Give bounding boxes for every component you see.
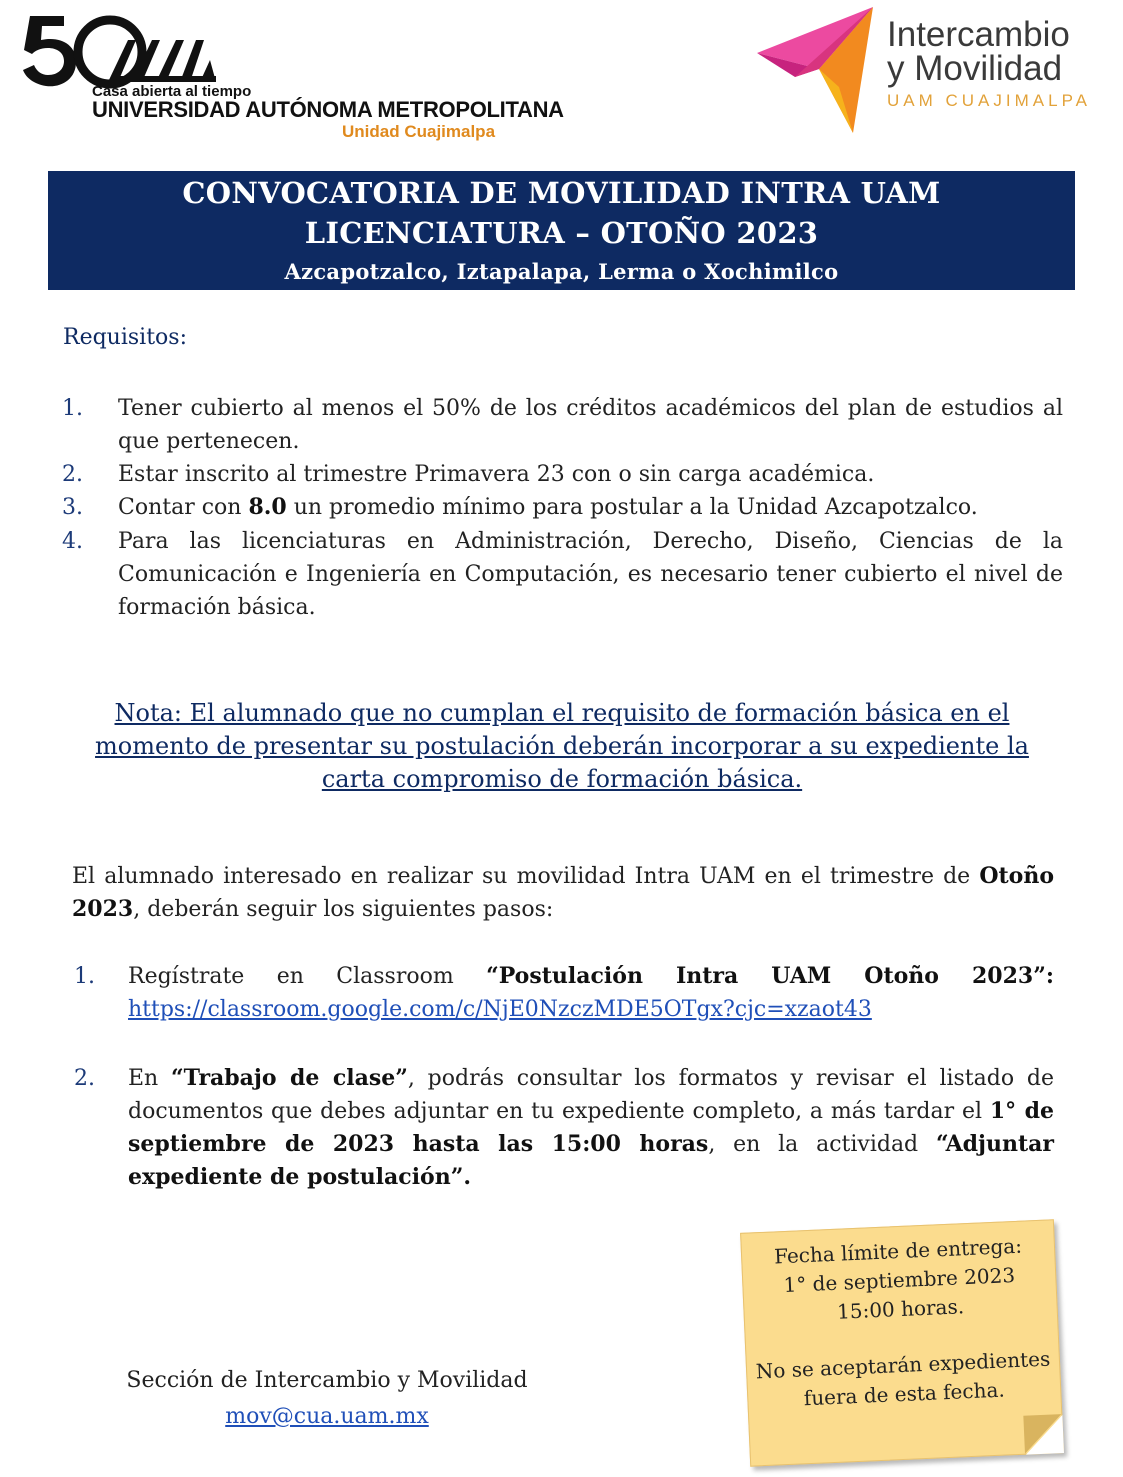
sticky-line-5: fuera de esta fecha. [803, 1377, 1006, 1411]
requisito-text: Tener cubierto al menos el 50% de los créditos académicos del plan de estudios al que pertenecen. [118, 396, 1063, 454]
im-logo-line3: UAM CUAJIMALPA [887, 91, 1091, 110]
banner-subtitle: LICENCIATURA – OTOÑO 2023 [304, 216, 819, 250]
deadline-sticky-note [740, 1219, 1062, 1464]
deadline-text: 1° de septiembre de 2023 hasta las 15:00 horas [128, 1098, 1054, 1157]
uam-tagline: Casa abierta al tiempo [92, 83, 252, 100]
footer-email-link[interactable]: mov@cua.uam.mx [225, 1404, 429, 1429]
intro-term: Otoño 2023 [72, 863, 1054, 922]
intro-text-post: , deberán seguir los siguientes pasos: [133, 897, 554, 922]
step-number: 2. [74, 1066, 95, 1091]
sticky-line-1: Fecha límite de entrega: [773, 1233, 1023, 1269]
step-text-mid1: , podrás consultar los formatos y revisar el listado de documentos que debes adjuntar en tu expediente completo, a más tardar el [128, 1066, 1054, 1124]
requisito-number: 1. [62, 396, 83, 421]
uam-logo [20, 10, 564, 142]
sticky-line-3: 15:00 horas. [836, 1294, 965, 1324]
requisito-min-average: 8.0 [248, 494, 287, 520]
banner-title: CONVOCATORIA DE MOVILIDAD INTRA UAM [182, 176, 941, 210]
im-logo-line2: y Movilidad [887, 49, 1063, 88]
step-text [128, 1062, 1054, 1194]
nota-text: Nota: El alumnado que no cumplan el requisito de formación básica en el momento de presentar su postulación deberán incorporar a su expediente la carta compromiso de formación básica. [95, 699, 1029, 793]
im-logo-line1: Intercambio [887, 15, 1070, 54]
requisito-text [118, 491, 1063, 524]
footer-section-name: Sección de Intercambio y Movilidad [126, 1368, 528, 1393]
step-text-mid2: , en la actividad [708, 1132, 936, 1157]
step-text [128, 960, 1054, 1026]
classroom-name: “Postulación Intra UAM Otoño 2023” [486, 963, 1046, 989]
intro-paragraph [72, 860, 1054, 926]
title-banner [48, 171, 1075, 290]
paper-plane-icon [755, 5, 883, 137]
intro-text-pre: El alumnado interesado en realizar su movilidad Intra UAM en el trimestre de [72, 864, 980, 889]
step-period: . [463, 1164, 472, 1190]
step-text-pre: Regístrate en Classroom [128, 964, 487, 989]
intercambio-movilidad-logo [755, 5, 1100, 140]
step-text-pre: En [128, 1066, 172, 1091]
requisito-number: 3. [62, 495, 83, 520]
requisito-text-pre: Contar con [118, 495, 249, 520]
requisito-text: Para las licenciaturas en Administración, Derecho, Diseño, Ciencias de la Comunicación e Ingeniería en Computación, es necesario tener cubierto el nivel de formación básica. [118, 529, 1063, 620]
trabajo-de-clase: “Trabajo de clase” [171, 1065, 408, 1091]
requisitos-heading: Requisitos: [63, 325, 187, 350]
sticky-line-4: No se aceptarán expedientes [755, 1346, 1051, 1384]
step-colon: : [1045, 963, 1054, 989]
classroom-link[interactable]: https://classroom.google.com/c/NjE0NzczMDE5OTgx?cjc=xzaot43 [128, 997, 872, 1022]
requisito-text-post: un promedio mínimo para postular a la Unidad Azcapotzalco. [286, 495, 978, 520]
uam-50-mark [20, 10, 220, 90]
sticky-line-2: 1° de septiembre 2023 [783, 1262, 1016, 1298]
uam-name: UNIVERSIDAD AUTÓNOMA METROPOLITANA [92, 97, 564, 122]
uam-unit: Unidad Cuajimalpa [342, 122, 496, 141]
sticky-paper [740, 1219, 1064, 1466]
sticky-corner-shade [1023, 1414, 1063, 1454]
banner-campuses: Azcapotzalco, Iztapalapa, Lerma o Xochimilco [284, 259, 839, 284]
requisito-text: Estar inscrito al trimestre Primavera 23 con o sin carga académica. [118, 462, 875, 487]
requisito-number: 4. [62, 529, 83, 554]
step-number: 1. [74, 964, 95, 989]
activity-name: “Adjuntar expediente de postulación” [128, 1131, 1054, 1190]
requisito-number: 2. [62, 462, 83, 487]
footer-email-wrap [112, 1404, 542, 1429]
